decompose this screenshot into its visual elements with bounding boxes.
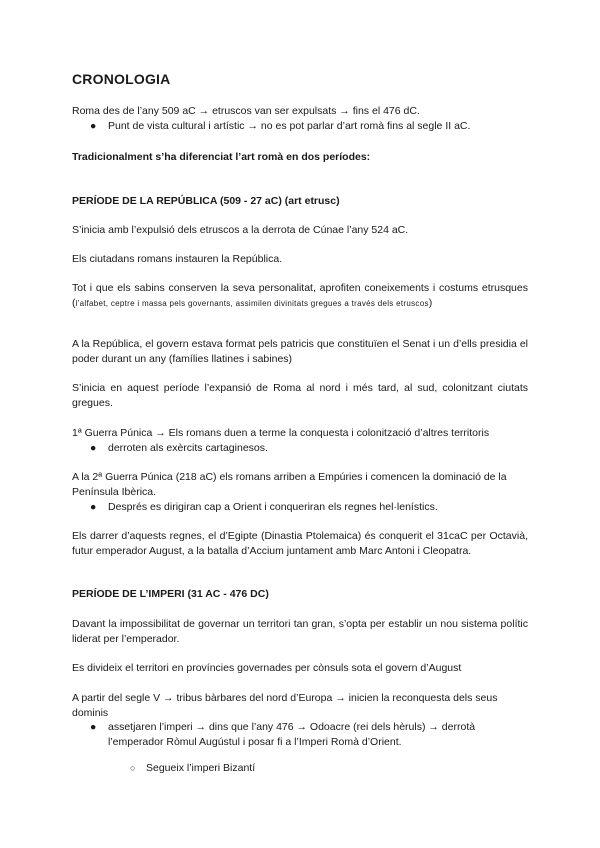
paragraph: A la 2ª Guerra Púnica (218 aC) els romans arriben a Empúries i comencen la dominació de la Península Ibèrica. bbox=[72, 471, 507, 498]
paragraph: S’inicia amb l’expulsió dels etruscos a la derrota de Cúnae l’any 524 aC. bbox=[72, 224, 409, 236]
paragraph-main-text: Tot i que els sabins conserven la seva personalitat, aprofiten coneixements i costums etrusques ( bbox=[72, 282, 528, 309]
list-item-text: assetjaren l’imperi → dins que l’any 476 → Odoacre (rei dels hèruls) → derrotà l’emperador Ròmul Augústul i posar fi a l’Imperi Romà d’Orient. bbox=[108, 721, 476, 748]
paragraph-small-text: l’alfabet, ceptre i massa pels governants, assimilen divinitats gregues a través dels etruscos bbox=[75, 299, 429, 308]
paragraph: S’inicia en aquest període l’expansió de Roma al nord i més tard, al sud, colonitzant ciutats gregues. bbox=[72, 382, 528, 409]
traditional-heading: Tradicionalment s’ha diferenciat l’art romà en dos períodes: bbox=[72, 151, 371, 163]
paragraph: Es divideix el territori en províncies governades per cònsuls sota el govern d’August bbox=[72, 662, 462, 674]
paragraph: A partir del segle V → tribus bàrbares del nord d’Europa → inicien la reconquesta dels seus dominis bbox=[72, 692, 498, 719]
bullet-disc: ● bbox=[90, 442, 97, 454]
list-item bbox=[90, 500, 528, 515]
list-item-text: derroten als exèrcits cartaginesos. bbox=[108, 442, 268, 454]
paragraph: 1ª Guerra Púnica → Els romans duen a terme la conquesta i colonització d’altres territoris bbox=[72, 427, 490, 439]
bullet-disc: ● bbox=[90, 501, 97, 513]
list-item bbox=[90, 119, 528, 134]
paragraph: Els darrer d’aquests regnes, el d’Egipte (Dinastia Ptolemaica) és conquerit el 31caC per Octavià, futur emperador August, a la batalla d’Accium juntament amb Marc Antoni i Cleopatra. bbox=[72, 530, 528, 557]
list-item-text: Després es dirigiran cap a Orient i conqueriran els regnes hel·lenístics. bbox=[108, 501, 438, 513]
list-item-text: Segueix l’imperi Bizantí bbox=[146, 762, 256, 774]
paragraph: A la República, el govern estava format pels patricis que constituïen el Senat i un d’ells presidia el poder durant un any (famílies llatines i sabines) bbox=[72, 338, 528, 365]
page-title: CRONOLOGIA bbox=[72, 71, 171, 87]
paragraph: Els ciutadans romans instauren la República. bbox=[72, 253, 283, 265]
intro-line: Roma des de l’any 509 aC → etruscos van ser expulsats → fins el 476 dC. bbox=[72, 105, 420, 117]
paragraph: Davant la impossibilitat de governar un territori tan gran, s’opta per establir un nou sistema polític liderat per l’emperador. bbox=[72, 618, 528, 645]
bullet-circle: ○ bbox=[130, 763, 136, 773]
paragraph bbox=[72, 281, 528, 311]
paragraph-close-paren: ) bbox=[428, 297, 433, 309]
intro-bullet-text: Punt de vista cultural i artístic → no es pot parlar d’art romà fins al segle II aC. bbox=[108, 120, 471, 132]
bullet-disc: ● bbox=[90, 120, 97, 132]
section-heading-republica: PERÍODE DE LA REPÚBLICA (509 - 27 aC) (art etrusc) bbox=[72, 195, 340, 207]
bullet-disc: ● bbox=[90, 721, 97, 733]
section-heading-imperi: PERÍODE DE L’IMPERI (31 AC - 476 DC) bbox=[72, 588, 269, 600]
list-item bbox=[90, 720, 528, 750]
list-item bbox=[90, 441, 528, 456]
list-item-nested bbox=[130, 761, 526, 776]
